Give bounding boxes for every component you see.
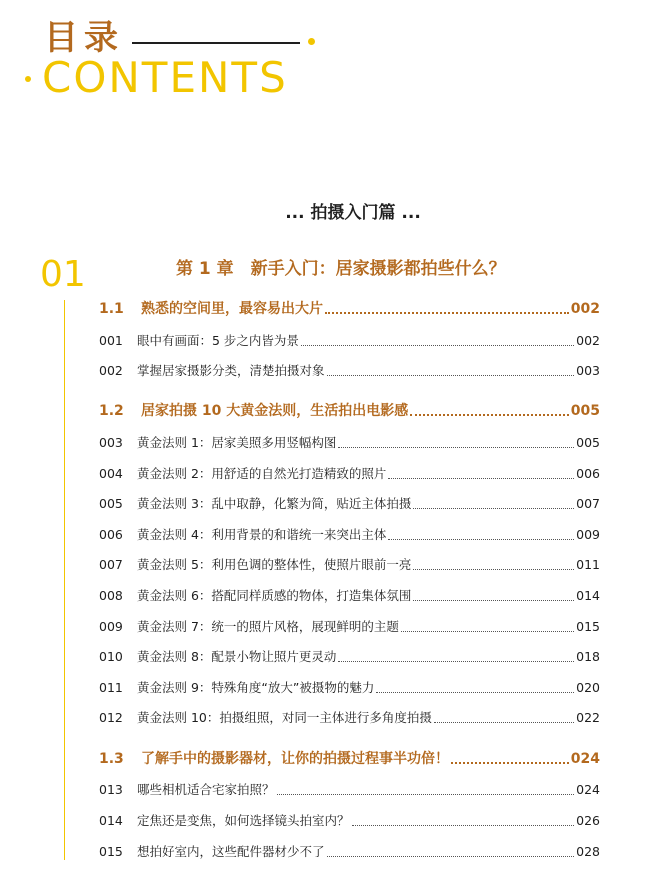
- dot-leader: [413, 569, 574, 570]
- entry-page: 003: [576, 363, 600, 378]
- chapter-title: 第 1 章 新手入门：居家摄影都拍些什么？: [176, 259, 506, 279]
- toc-entry[interactable]: [99, 811, 600, 829]
- entry-number: 011: [99, 680, 123, 695]
- chapter-vertical-rule: [64, 300, 65, 860]
- header-underline: [132, 42, 300, 44]
- toc-entry[interactable]: [99, 617, 600, 635]
- toc-entry[interactable]: [99, 525, 600, 543]
- entry-title: 黄金法则 9：特殊角度“放大”被摄物的魅力: [137, 680, 375, 695]
- entry-title: 眼中有画面：5 步之内皆为景: [137, 333, 299, 348]
- dot-leader: [325, 312, 569, 314]
- entry-number: 010: [99, 649, 123, 664]
- toc-entry[interactable]: [99, 361, 600, 379]
- dot-leader: [434, 722, 574, 723]
- entry-number: 006: [99, 527, 123, 542]
- dot-leader: [277, 794, 575, 795]
- toc-entry[interactable]: [99, 464, 600, 482]
- dot-leader: [451, 762, 569, 764]
- entry-page: 014: [576, 588, 600, 603]
- entry-number: 008: [99, 588, 123, 603]
- dot-leader: [388, 478, 574, 479]
- entry-title: 掌握居家摄影分类，清楚拍摄对象: [137, 363, 325, 378]
- dot-leader: [338, 447, 574, 448]
- toc-entry[interactable]: [99, 494, 600, 512]
- dot-leader: [413, 508, 574, 509]
- toc-entry[interactable]: [99, 586, 600, 604]
- toc-entry[interactable]: [99, 708, 600, 726]
- dot-leader: [388, 539, 574, 540]
- dot-leader: [410, 414, 569, 416]
- entry-title: 黄金法则 8：配景小物让照片更灵动: [137, 649, 337, 664]
- section-number: 1.2: [99, 403, 124, 419]
- entry-title: 黄金法则 6：搭配同样质感的物体，打造集体氛围: [137, 588, 412, 603]
- entry-number: 003: [99, 435, 123, 450]
- entry-page: 018: [576, 649, 600, 664]
- header-dot-left: [25, 76, 31, 82]
- entry-number: 002: [99, 363, 123, 378]
- toc-entry[interactable]: [99, 555, 600, 573]
- entry-title: 想拍好室内，这些配件器材少不了: [137, 844, 325, 859]
- entry-number: 001: [99, 333, 123, 348]
- entry-page: 022: [576, 710, 600, 725]
- entry-page: 015: [576, 619, 600, 634]
- entry-page: 020: [576, 680, 600, 695]
- entry-number: 013: [99, 782, 123, 797]
- entry-title: 黄金法则 4：利用背景的和谐统一来突出主体: [137, 527, 387, 542]
- entry-number: 004: [99, 466, 123, 481]
- entry-number: 015: [99, 844, 123, 859]
- header-dot-right: [308, 38, 315, 45]
- entry-page: 002: [576, 333, 600, 348]
- toc-title-cn: 目录: [44, 18, 124, 58]
- toc-title-en: CONTENTS: [42, 53, 288, 102]
- entry-page: 009: [576, 527, 600, 542]
- part-title: ... 拍摄入门篇 ...: [285, 203, 421, 223]
- toc-section[interactable]: [99, 748, 600, 768]
- section-title: 居家拍摄 10 大黄金法则，生活拍出电影感: [141, 403, 409, 419]
- toc-entry[interactable]: [99, 647, 600, 665]
- section-number: 1.3: [99, 751, 124, 767]
- entry-title: 黄金法则 3：乱中取静，化繁为简，贴近主体拍摄: [137, 496, 412, 511]
- entry-page: 024: [576, 782, 600, 797]
- dot-leader: [301, 345, 574, 346]
- entry-title: 黄金法则 1：居家美照多用竖幅构图: [137, 435, 337, 450]
- dot-leader: [376, 692, 574, 693]
- dot-leader: [327, 856, 575, 857]
- entry-number: 007: [99, 557, 123, 572]
- toc-entry[interactable]: [99, 678, 600, 696]
- toc-entry[interactable]: [99, 331, 600, 349]
- entry-number: 014: [99, 813, 123, 828]
- entry-page: 007: [576, 496, 600, 511]
- entry-page: 011: [576, 557, 600, 572]
- entry-page: 026: [576, 813, 600, 828]
- dot-leader: [352, 825, 575, 826]
- entry-title: 黄金法则 10：拍摄组照，对同一主体进行多角度拍摄: [137, 710, 432, 725]
- section-page: 005: [570, 403, 600, 419]
- dot-leader: [413, 600, 574, 601]
- section-number: 1.1: [99, 301, 124, 317]
- entry-title: 哪些相机适合宅家拍照？: [137, 782, 275, 797]
- entry-title: 黄金法则 5：利用色调的整体性，使照片眼前一亮: [137, 557, 412, 572]
- toc-entry[interactable]: [99, 780, 600, 798]
- dot-leader: [401, 631, 574, 632]
- entry-title: 定焦还是变焦，如何选择镜头拍室内？: [137, 813, 350, 828]
- entry-title: 黄金法则 7：统一的照片风格，展现鲜明的主题: [137, 619, 399, 634]
- entry-number: 005: [99, 496, 123, 511]
- dot-leader: [338, 661, 574, 662]
- toc-section[interactable]: [99, 400, 600, 420]
- entry-page: 005: [576, 435, 600, 450]
- toc-entry[interactable]: [99, 842, 600, 860]
- entry-page: 028: [576, 844, 600, 859]
- entry-title: 黄金法则 2：用舒适的自然光打造精致的照片: [137, 466, 387, 481]
- chapter-number: 01: [40, 254, 86, 295]
- entry-number: 012: [99, 710, 123, 725]
- section-title: 熟悉的空间里，最容易出大片: [141, 301, 323, 317]
- toc-section[interactable]: [99, 298, 600, 318]
- entry-page: 006: [576, 466, 600, 481]
- toc-entry[interactable]: [99, 433, 600, 451]
- section-page: 002: [570, 301, 600, 317]
- dot-leader: [327, 375, 575, 376]
- entry-number: 009: [99, 619, 123, 634]
- section-page: 024: [570, 751, 600, 767]
- section-title: 了解手中的摄影器材，让你的拍摄过程事半功倍！: [141, 751, 449, 767]
